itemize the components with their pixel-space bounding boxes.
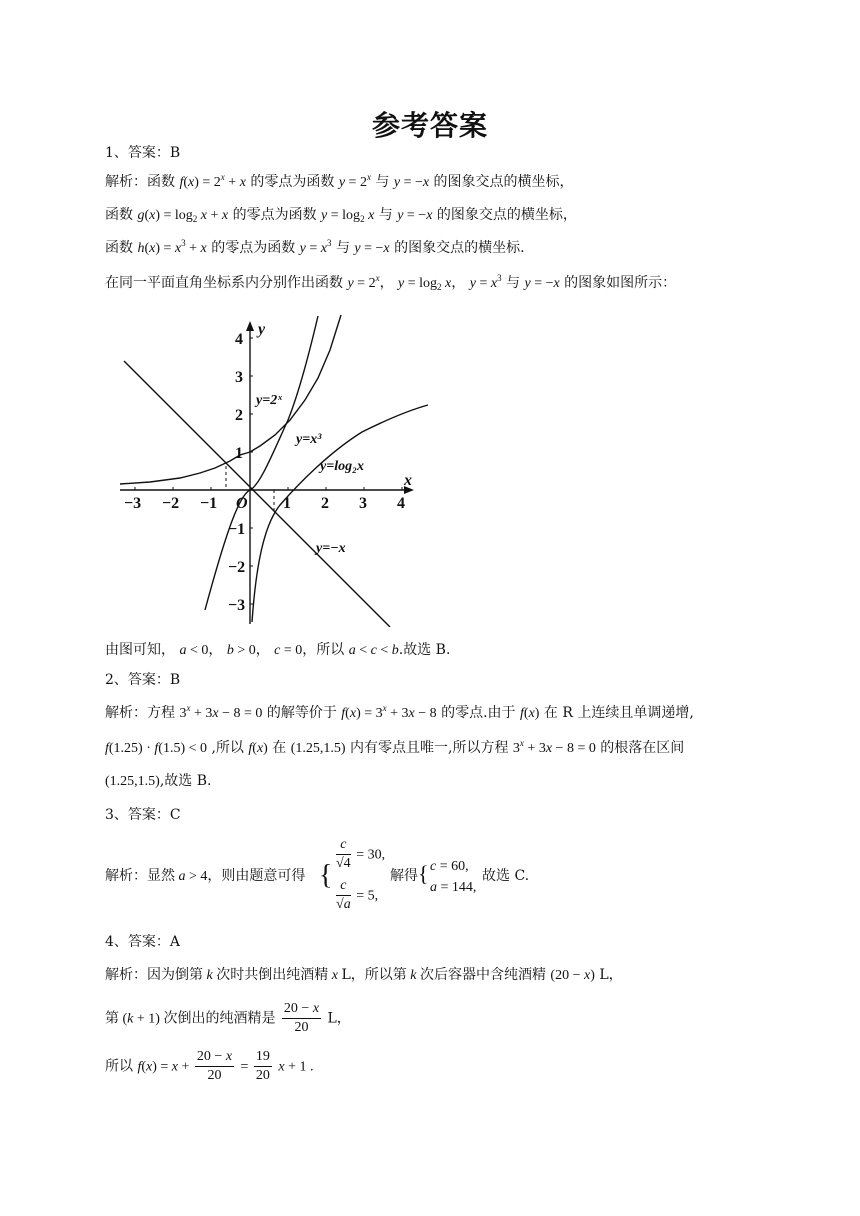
y-tick-label: −3 <box>228 597 246 614</box>
q3-system-brace-2: { <box>418 861 429 886</box>
q4-analysis-line-1: 解析：因为倒第 k 次时共倒出纯酒精 x L，所以第 k 次后容器中含纯酒精 (20 − x) L， <box>105 967 623 983</box>
x-tick-label: 1 <box>283 495 291 512</box>
curve-label-log: y=log₂x <box>320 459 364 474</box>
q1-analysis-line-4: 在同一平面直角坐标系内分别作出函数 $y = 2^x$， $y = \log_2 x$， $y = x^3$ 与 y = −x 的图象如图所示： <box>105 273 677 292</box>
q3-solve-label: 解得 <box>390 868 418 884</box>
q4-analysis-line-2: 第 (k + 1) 次倒出的纯酒精是 $\frac{20 - x}{20}$ L， <box>105 1001 351 1035</box>
q3-answer: 3、答案：C <box>105 807 181 823</box>
x-tick-label: −3 <box>124 495 142 512</box>
y-axis-label: y <box>258 321 266 338</box>
q1-analysis-line-1: 解析：函数 $f(x) = 2^x + x$ 的零点为函数 $y = 2^x$ 与 y = −x 的图象交点的横坐标， <box>105 172 574 190</box>
q4-answer: 4、答案：A <box>105 934 181 950</box>
x-axis-label: x <box>404 472 412 489</box>
x-tick-label: 4 <box>397 495 405 512</box>
q2-analysis-line-2: f(1.25) · f(1.5) < 0 ,所以 f(x) 在 (1.25,1.5) 内有零点且唯一,所以方程 $3^x + 3x - 8 = 0$ 的根落在区间 <box>105 738 685 756</box>
curve-cube <box>205 316 318 610</box>
q1-conclusion: 由图可知， a < 0， b > 0， c = 0，所以 a < c < b.故选 B. <box>105 642 451 658</box>
q3-conclusion: 故选 C. <box>482 868 530 884</box>
y-tick-label: 1 <box>235 445 243 462</box>
curve-label-cube: y=x³ <box>296 432 322 447</box>
x-tick-label: −1 <box>200 495 218 512</box>
page-title: 参考答案 <box>371 109 488 142</box>
q2-analysis-line-3: (1.25,1.5),故选 B. <box>105 773 212 789</box>
x-tick-label: 2 <box>321 495 329 512</box>
y-tick-label: −1 <box>228 521 246 538</box>
y-tick-label: 2 <box>235 407 243 424</box>
q3-system-brace-1: { <box>319 860 333 891</box>
q1-answer: 1、答案：B <box>105 145 181 161</box>
curve-log <box>252 405 428 622</box>
x-tick-label: 3 <box>359 495 367 512</box>
q1-analysis-line-2: 函数 $g(x) = \log_2 x + x$ 的零点为函数 $y = \log_2 x$ 与 y = −x 的图象交点的横坐标， <box>105 207 577 224</box>
curve-label-neg-x: y=−x <box>316 541 346 556</box>
y-tick-label: 4 <box>235 331 243 348</box>
q3-system-2: c = 60, a = 144, <box>430 859 477 895</box>
function-graph-figure <box>112 312 442 627</box>
y-axis-arrow <box>246 321 254 331</box>
q1-analysis-line-3: 函数 $h(x) = x^3 + x$ 的零点为函数 $y = x^3$ 与 y = −x 的图象交点的横坐标. <box>105 238 525 256</box>
q3-analysis-text: 解析：显然 a > 4，则由题意可得 <box>105 868 306 884</box>
origin-label: O <box>236 495 248 512</box>
q2-analysis-line-1: 解析：方程 $3^x + 3x - 8 = 0$ 的解等价于 $f(x) = 3^x + 3x - 8$ 的零点.由于 f(x) 在 R 上连续且单调递增, <box>105 703 694 721</box>
x-tick-label: −2 <box>162 495 180 512</box>
y-tick-label: 3 <box>235 369 243 386</box>
curve-label-exp: y=2ˣ <box>256 393 282 408</box>
q4-analysis-line-3: 所以 f(x) = x + $\frac{20 - x}{20}$ = $\frac{19}{20}$ x + 1 . <box>105 1049 314 1083</box>
q2-answer: 2、答案：B <box>105 672 181 688</box>
curve-exp <box>120 315 341 484</box>
q3-system-1: $\frac{c}{√4}$ = 30, $\frac{c}{√a}$ = 5, <box>336 837 386 912</box>
y-tick-label: −2 <box>228 559 246 576</box>
